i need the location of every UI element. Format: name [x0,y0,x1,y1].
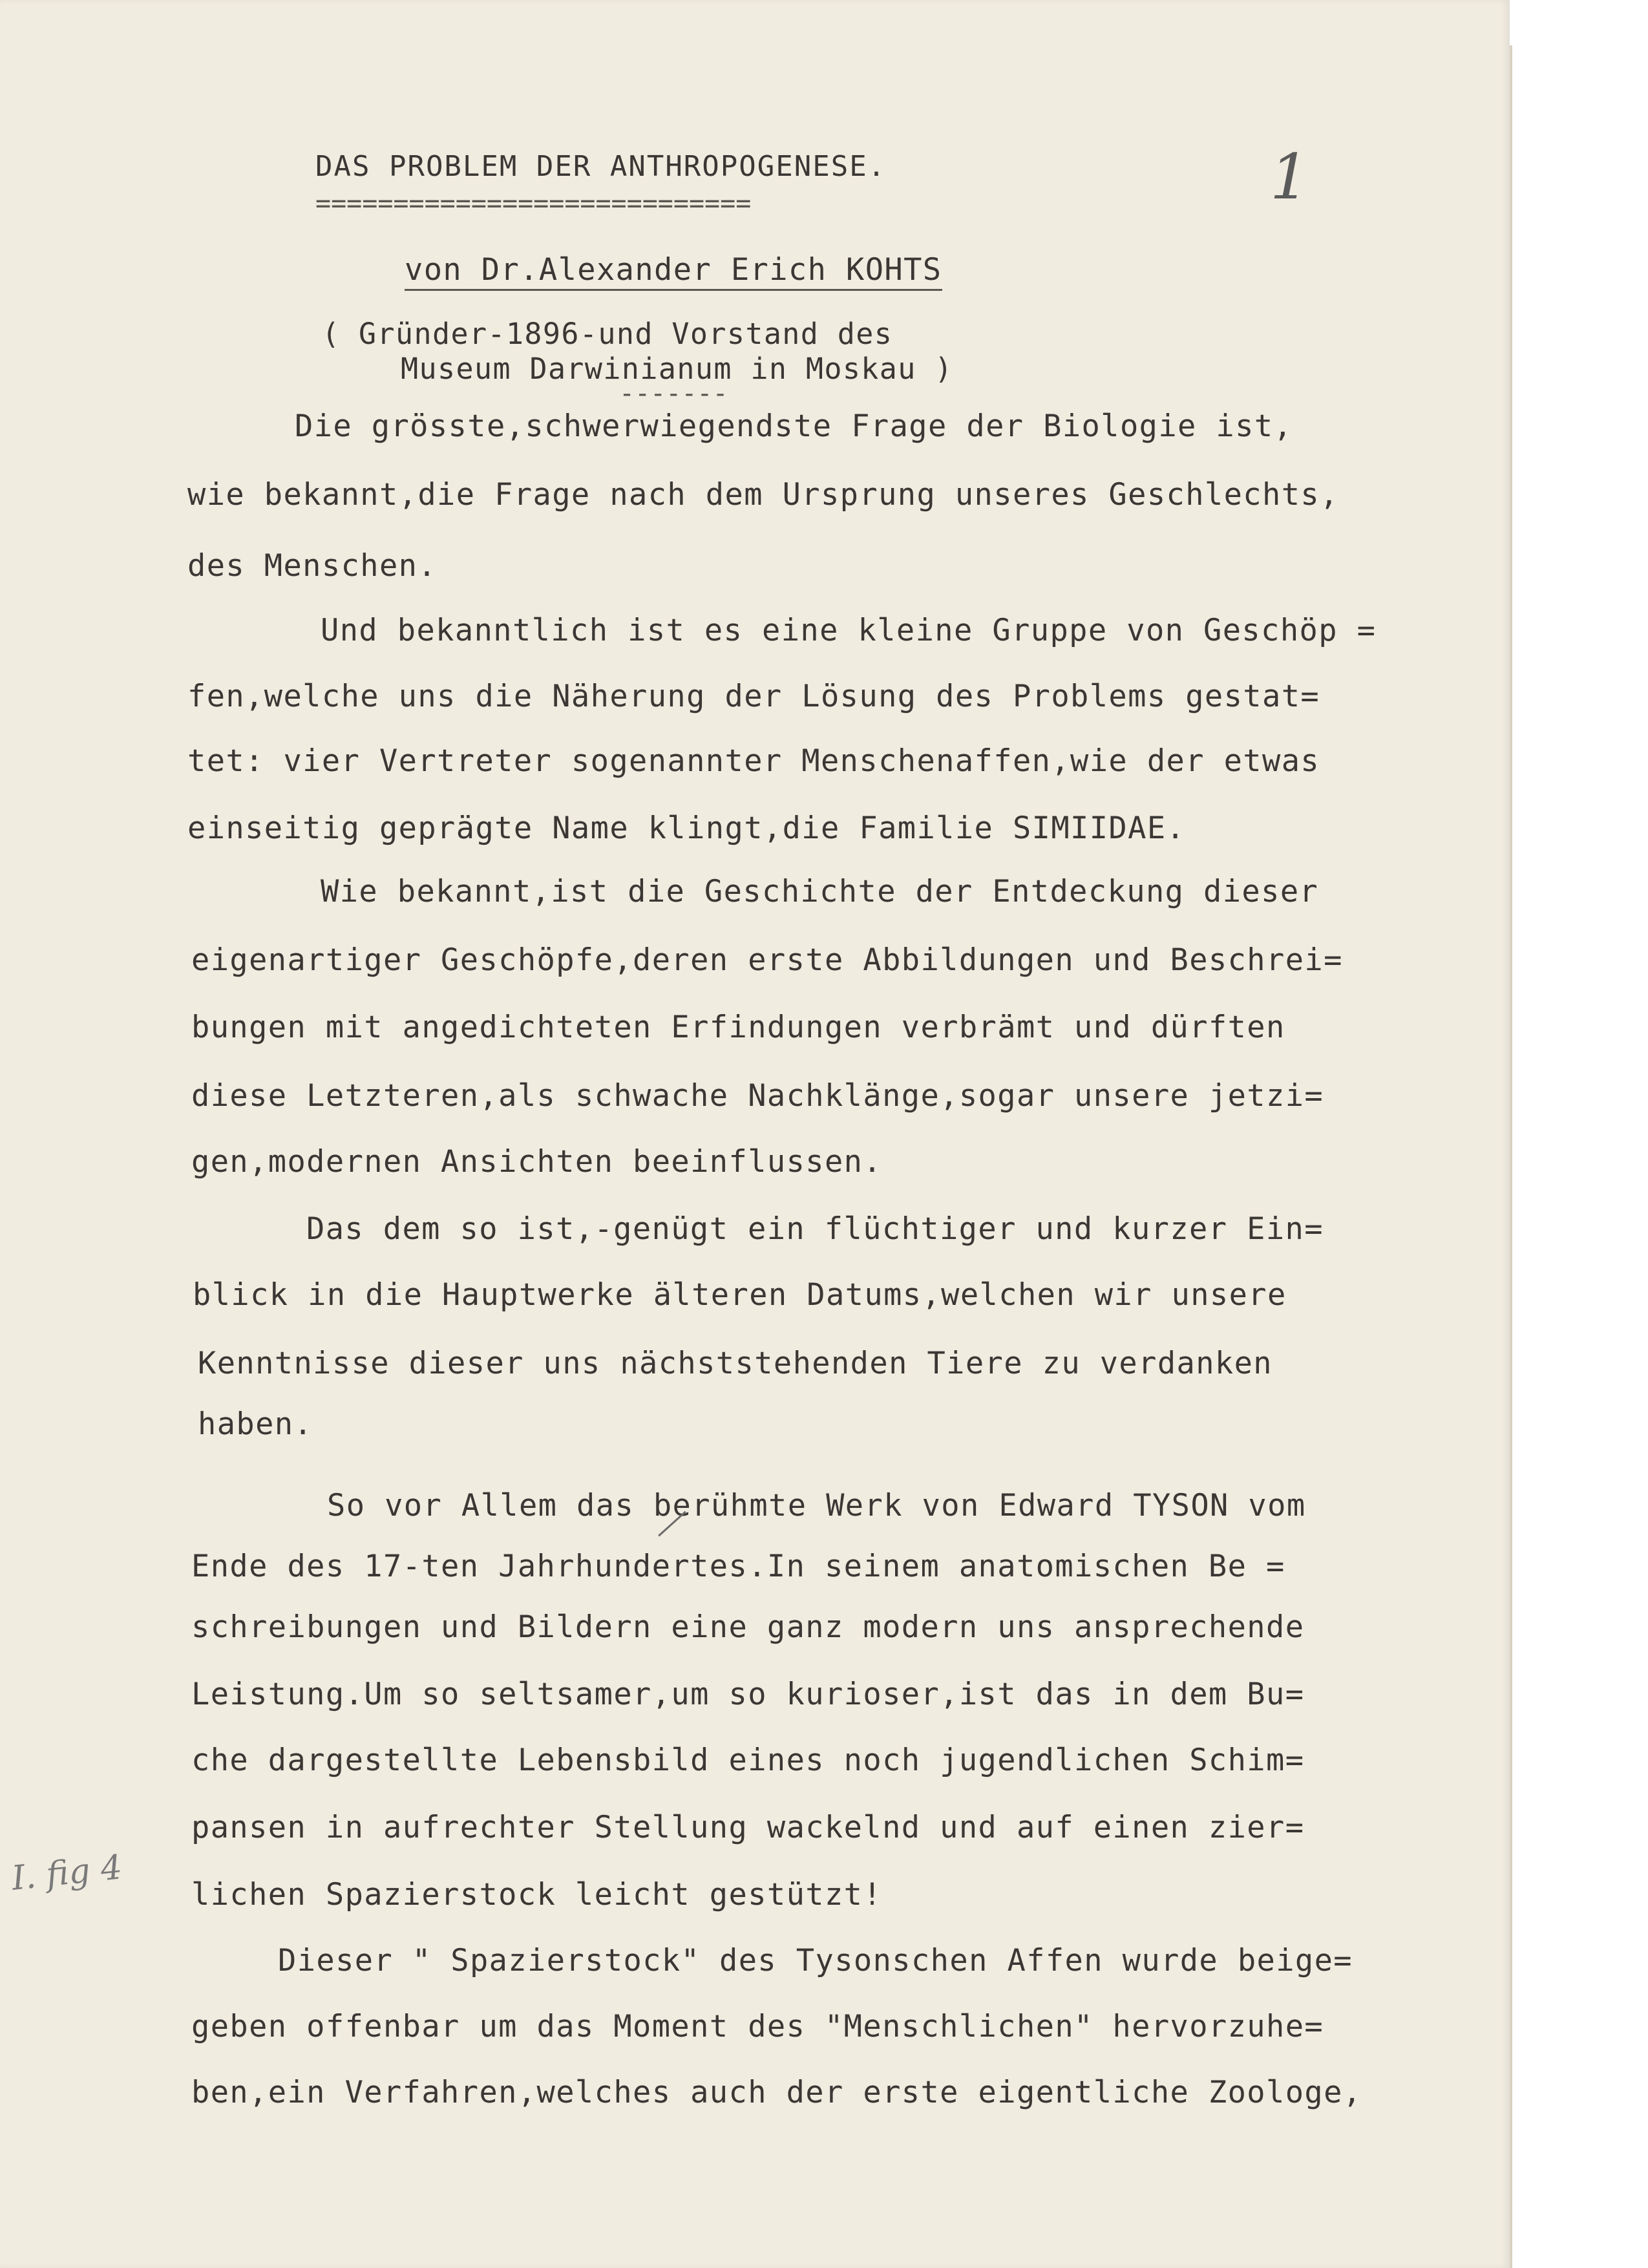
body-line-22: pansen in aufrechter Stellung wackelnd und auf einen zier= [191,1810,1305,1845]
body-line-1: Die grösste,schwerwiegendste Frage der Biologie ist, [295,408,1293,444]
body-line-15: Kenntnisse dieser uns nächststehenden Tiere zu verdanken [198,1346,1273,1381]
body-line-16: haben. [198,1406,313,1442]
body-line-6: tet: vier Vertreter sogenannter Menschenaffen,wie der etwas [187,743,1320,779]
page-edge [1510,45,1512,2268]
affiliation-rule: ------- [619,379,728,408]
title-underline: ============================ [315,189,752,218]
body-line-11: diese Letzteren,als schwache Nachklänge,sogar unsere jetzi= [191,1078,1324,1114]
body-line-13: Das dem so ist,-genügt ein flüchtiger und kurzer Ein= [306,1211,1324,1247]
body-line-19: schreibungen und Bildern eine ganz modern uns ansprechende [191,1609,1305,1645]
document-title: DAS PROBLEM DER ANTHROPOGENESE. [315,150,887,183]
body-line-7: einseitig geprägte Name klingt,die Familie SIMIIDAE. [187,811,1186,846]
body-line-26: ben,ein Verfahren,welches auch der erste eigentliche Zoologe, [191,2075,1362,2110]
body-line-9: eigenartiger Geschöpfe,deren erste Abbildungen und Beschrei= [191,942,1343,978]
body-line-17: So vor Allem das berühmte Werk von Edward TYSON vom [327,1488,1306,1523]
margin-annotation: I. fig 4 [10,1848,124,1898]
affiliation-line-2: Museum Darwinianum in Moskau ) [401,352,953,386]
body-line-24: Dieser " Spazierstock" des Tysonschen Affen wurde beige= [278,1943,1353,1978]
body-line-14: blick in die Hauptwerke älteren Datums,welchen wir unsere [193,1277,1287,1313]
body-line-18: Ende des 17-ten Jahrhundertes.In seinem anatomischen Be = [191,1549,1285,1584]
affiliation-line-1: ( Gründer-1896-und Vorstand des [322,317,893,351]
body-line-23: lichen Spazierstock leicht gestützt! [191,1877,883,1913]
body-line-21: che dargestellte Lebensbild eines noch jugendlichen Schim= [191,1743,1305,1778]
body-line-20: Leistung.Um so seltsamer,um so kurioser,ist das in dem Bu= [191,1677,1305,1712]
author-line: von Dr.Alexander Erich KOHTS [405,252,942,291]
handwritten-page-number: 1 [1270,141,1310,213]
body-line-4: Und bekanntlich ist es eine kleine Gruppe von Geschöp = [321,613,1377,648]
body-line-2: wie bekannt,die Frage nach dem Ursprung unseres Geschlechts, [187,477,1339,513]
body-line-5: fen,welche uns die Näherung der Lösung des Problems gestat= [187,679,1320,714]
body-line-25: geben offenbar um das Moment des "Menschlichen" hervorzuhe= [191,2009,1324,2044]
body-line-12: gen,modernen Ansichten beeinflussen. [191,1144,883,1180]
body-line-8: Wie bekannt,ist die Geschichte der Entdeckung dieser [321,874,1319,909]
body-line-3: des Menschen. [187,548,438,584]
body-line-10: bungen mit angedichteten Erfindungen verbrämt und dürften [191,1010,1285,1045]
